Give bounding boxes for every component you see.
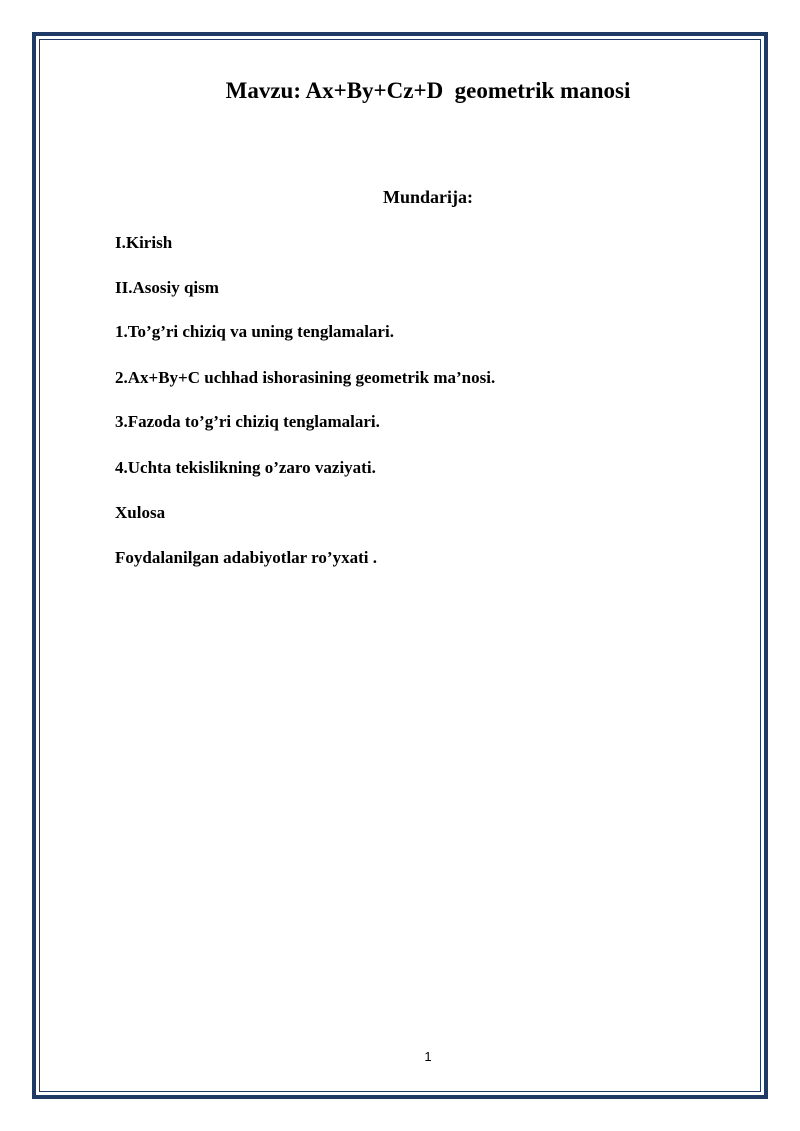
page-number: 1	[424, 1049, 432, 1064]
toc-item-section-2: 2.Ax+By+C uchhad ishorasining geometrik ma’nosi.	[115, 368, 496, 387]
toc-item-section-4: 4.Uchta tekislikning o’zaro vaziyati.	[115, 458, 376, 477]
toc-item-introduction: I.Kirish	[115, 233, 173, 252]
toc-item-section-1: 1.To’g’ri chiziq va uning tenglamalari.	[115, 322, 394, 341]
document-title: Mavzu: Ax+By+Cz+D geometrik manosi	[225, 78, 631, 103]
toc-item-main-part: II.Asosiy qism	[115, 278, 219, 297]
toc-item-section-3: 3.Fazoda to’g’ri chiziq tenglamalari.	[115, 412, 380, 431]
contents-heading: Mundarija:	[383, 187, 473, 207]
toc-item-references: Foydalanilgan adabiyotlar ro’yxati .	[115, 548, 377, 567]
toc-item-conclusion: Xulosa	[115, 503, 166, 522]
